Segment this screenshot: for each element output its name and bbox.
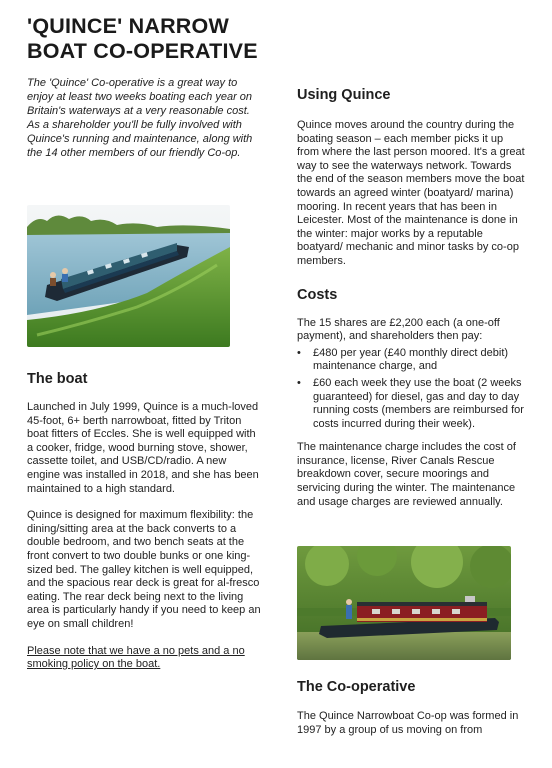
costs-paragraph-2: The maintenance charge includes the cost of insurance, license, River Canals Rescue breakdown cover, secure moorings and servicing during the winter. The maintenance and usage charges are reviewed annually. (297, 441, 516, 508)
coop-paragraph: The Quince Narrowboat Co-op was formed in 1997 by a group of us moving on from (297, 710, 519, 736)
red-narrowboat-photo (297, 546, 511, 660)
costs-list-item: • £480 per year (£40 monthly direct debit) maintenance charge, and (297, 346, 509, 373)
boat-paragraph-1: Launched in July 1999, Quince is a much-loved 45-foot, 6+ berth narrowboat, fitted by Triton boat fitters of Eccles. She is well equipped with a cooker, fridge, wood burning stove, shower, cassette toilet, and USB/CD/radio. A new engine was installed in 2018, and she has been maintained to a high standard. (27, 401, 259, 495)
bullet-icon: • (297, 376, 301, 389)
costs-paragraph-1: The 15 shares are £2,200 each (a one-off payment), and shareholders then pay: (297, 316, 500, 343)
coop-section (297, 678, 527, 737)
left-column (27, 14, 265, 160)
boat-paragraph-2: Quince is designed for maximum flexibility: the dining/sitting area at the back converts to a double bedroom, and two bench seats at the front convert to two double bunks or one king-sized bed. The galley kitchen is well equipped, and the spacious rear deck is great for al-fresco eating. The rear deck being next to the living area is particularly handy if you need to keep an eye on small children! (27, 509, 261, 630)
coop-heading: The Co-operative (297, 679, 416, 695)
costs-list (297, 347, 527, 432)
using-paragraph: Quince moves around the country during the boating season – each member picks it up from where the last person moored. It's a great way to see the waterways network. Towards the end of the season members move the boat towards an agreed winter (boatyard/ marina) mooring. In recent years that has been in Leicester. Most of the maintenance is done in the winter: major works by a reputable boatyard/ mechanic and minor tasks by co-op members. (297, 119, 525, 267)
title-line-2: BOAT CO-OPERATIVE (27, 39, 258, 63)
costs-heading: Costs (297, 286, 338, 303)
title-line-1: 'QUINCE' NARROW (27, 14, 229, 38)
boat-section (27, 370, 262, 672)
narrowboat-bank-photo (27, 205, 230, 347)
boat-heading: The boat (27, 371, 88, 387)
costs-list-item: • £60 each week they use the boat (2 weeks guaranteed) for diesel, gas and day to day running costs (members are reimbursed for costs incurred during their week). (297, 376, 524, 430)
bullet-icon: • (297, 346, 301, 359)
page-title (27, 14, 265, 64)
intro-paragraph: The 'Quince' Co-operative is a great way to enjoy at least two weeks boating each year on Britain's waterways at a very reasonable cost. As a shareholder you'll be fully involved with Quince's running and maintenance, along with the 14 other members of our friendly Co-op. (27, 77, 253, 159)
right-column (297, 86, 527, 509)
using-heading: Using Quince (297, 87, 391, 103)
no-pets-notice: Please note that we have a no pets and a no smoking policy on the boat. (27, 644, 245, 671)
